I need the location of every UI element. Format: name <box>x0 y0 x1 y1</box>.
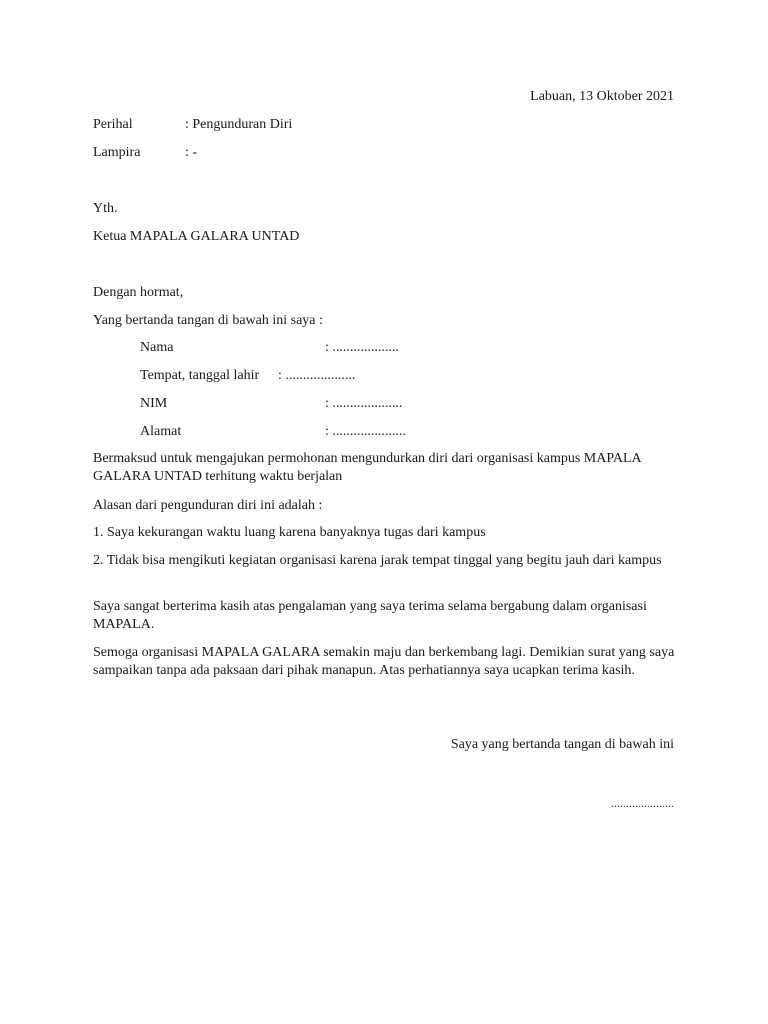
field-label-nama: Nama <box>140 340 174 355</box>
field-label-ttl: Tempat, tanggal lahir <box>140 368 260 383</box>
closing-paragraph: Semoga organisasi MAPALA GALARA semakin maju dan berkembang lagi. Demikian surat yang saya sampaikan tanpa ada paksaan dari pihak manapun. Atas perhatiannya saya ucapkan terima kasih. <box>93 645 675 678</box>
recipient-prefix: Yth. <box>93 201 118 216</box>
thanks-paragraph: Saya sangat berterima kasih atas pengalaman yang saya terima selama bergabung dalam organisasi MAPALA. <box>93 599 647 632</box>
field-value-alamat: : ..................... <box>325 424 406 439</box>
reason-2: 2. Tidak bisa mengikuti kegiatan organisasi karena jarak tempat tinggal yang begitu jauh dari kampus <box>93 553 662 568</box>
signature-caption: Saya yang bertanda tangan di bawah ini <box>450 737 674 752</box>
recipient-name: Ketua MAPALA GALARA UNTAD <box>93 229 300 244</box>
signature-placeholder: ..................... <box>611 796 674 810</box>
field-label-nim: NIM <box>140 396 168 411</box>
field-value-nim: : .................... <box>325 396 403 411</box>
perihal-label: Perihal <box>93 117 133 132</box>
field-value-nama: : ................... <box>325 340 399 355</box>
lampiran-value: : - <box>185 145 198 160</box>
place-date: Labuan, 13 Oktober 2021 <box>530 89 674 104</box>
lampiran-label: Lampira <box>93 145 141 160</box>
perihal-value: : Pengunduran Diri <box>185 117 293 132</box>
reasons-intro: Alasan dari pengunduran diri ini adalah : <box>93 498 323 513</box>
greeting: Dengan hormat, <box>93 285 184 300</box>
intent-paragraph: Bermaksud untuk mengajukan permohonan mengundurkan diri dari organisasi kampus MAPALA GALARA UNTAD terhitung waktu berjalan <box>93 451 641 484</box>
field-label-alamat: Alamat <box>140 424 182 439</box>
intro-line: Yang bertanda tangan di bawah ini saya : <box>93 313 323 328</box>
field-value-ttl: : .................... <box>278 368 356 383</box>
reason-1: 1. Saya kekurangan waktu luang karena banyaknya tugas dari kampus <box>93 525 486 540</box>
